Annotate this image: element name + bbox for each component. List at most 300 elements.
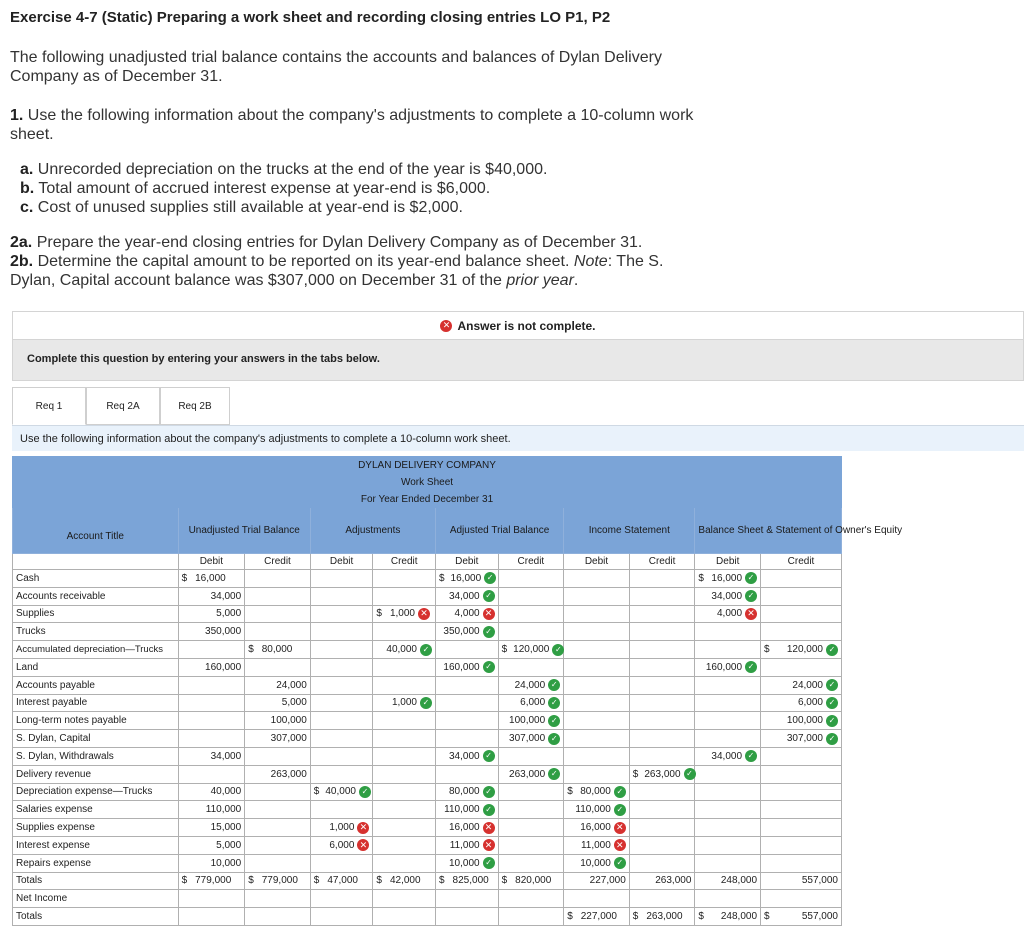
amount-cell[interactable]	[564, 587, 630, 605]
amount-cell[interactable]	[435, 587, 498, 605]
amount-cell[interactable]	[245, 587, 311, 605]
amount-cell[interactable]	[245, 605, 311, 623]
amount-value: 80,000	[261, 644, 293, 656]
check-icon: ✓	[826, 733, 838, 745]
amount-value: 263,000	[646, 911, 683, 923]
amount-cell[interactable]	[629, 676, 695, 694]
amount-wrapper	[182, 662, 242, 673]
amount-wrapper	[567, 911, 626, 922]
amount-cell[interactable]	[629, 641, 695, 659]
amount-cell[interactable]	[373, 854, 436, 872]
amount-wrapper	[439, 608, 495, 620]
amount-cell[interactable]	[245, 730, 311, 748]
amount-cell[interactable]	[498, 712, 564, 730]
amount-cell[interactable]	[761, 801, 842, 819]
amount-cell[interactable]	[629, 570, 695, 588]
amount-cell[interactable]	[245, 872, 311, 890]
amount-group	[282, 697, 307, 708]
amount-cell[interactable]	[564, 641, 630, 659]
amount-group	[515, 679, 561, 691]
amount-cell[interactable]	[373, 676, 436, 694]
amount-cell[interactable]	[695, 836, 761, 854]
amount-cell[interactable]	[498, 730, 564, 748]
amount-cell[interactable]	[373, 836, 436, 854]
amount-cell[interactable]	[310, 836, 373, 854]
tab-req-1[interactable]	[12, 387, 86, 425]
amount-wrapper	[502, 679, 561, 691]
amount-cell[interactable]	[373, 658, 436, 676]
amount-cell[interactable]	[629, 836, 695, 854]
amount-cell[interactable]	[695, 819, 761, 837]
amount-cell[interactable]	[761, 658, 842, 676]
amount-group	[581, 839, 626, 851]
amount-cell[interactable]	[245, 908, 311, 926]
account-title-cell: Accumulated depreciation—Trucks	[13, 641, 179, 659]
amount-cell[interactable]	[695, 712, 761, 730]
amount-group	[329, 839, 369, 851]
amount-cell[interactable]	[310, 783, 373, 801]
amount-cell[interactable]	[245, 819, 311, 837]
amount-cell[interactable]	[310, 570, 373, 588]
amount-cell[interactable]	[310, 747, 373, 765]
amount-cell[interactable]	[178, 819, 245, 837]
amount-cell[interactable]	[564, 605, 630, 623]
amount-value: 34,000	[448, 750, 480, 762]
amount-cell[interactable]	[435, 783, 498, 801]
question-2b-number: 2b.	[10, 253, 34, 270]
amount-cell[interactable]	[761, 747, 842, 765]
error-icon: ✕	[614, 822, 626, 834]
amount-value: 350,000	[205, 626, 242, 638]
amount-cell[interactable]	[245, 658, 311, 676]
dollar-sign: $	[698, 911, 704, 923]
amount-cell[interactable]	[310, 641, 373, 659]
amount-group	[449, 857, 495, 869]
amount-wrapper	[764, 715, 838, 727]
amount-wrapper	[698, 590, 757, 602]
dollar-sign: $	[567, 911, 573, 923]
amount-group	[262, 644, 293, 655]
amount-cell[interactable]	[695, 872, 761, 890]
amount-group	[211, 751, 242, 762]
amount-cell[interactable]	[629, 908, 695, 926]
amount-cell[interactable]	[245, 694, 311, 712]
amount-cell[interactable]	[498, 890, 564, 908]
amount-cell[interactable]	[695, 694, 761, 712]
amount-cell[interactable]	[435, 836, 498, 854]
amount-cell[interactable]	[245, 765, 311, 783]
amount-cell[interactable]	[435, 765, 498, 783]
amount-cell[interactable]	[178, 694, 245, 712]
adjustment-b-text: Total amount of accrued interest expense at year-end is $6,000.	[34, 180, 491, 197]
amount-cell[interactable]	[629, 623, 695, 641]
amount-cell[interactable]	[373, 712, 436, 730]
amount-value: 160,000	[443, 661, 480, 673]
amount-cell[interactable]	[435, 694, 498, 712]
account-title-cell: Salaries expense	[13, 801, 179, 819]
amount-cell[interactable]	[695, 587, 761, 605]
amount-cell[interactable]	[435, 641, 498, 659]
amount-cell[interactable]	[564, 765, 630, 783]
amount-cell[interactable]	[564, 890, 630, 908]
amount-cell[interactable]	[629, 712, 695, 730]
amount-cell[interactable]	[373, 783, 436, 801]
amount-cell[interactable]	[695, 908, 761, 926]
amount-cell[interactable]	[373, 641, 436, 659]
amount-value: 779,000	[261, 875, 298, 887]
amount-value: 16,000	[711, 572, 743, 584]
amount-group	[211, 858, 242, 869]
amount-cell[interactable]	[761, 623, 842, 641]
amount-wrapper	[439, 839, 495, 851]
dollar-sign: $	[438, 572, 445, 584]
amount-cell[interactable]	[178, 658, 245, 676]
amount-cell[interactable]	[498, 819, 564, 837]
amount-cell[interactable]	[498, 801, 564, 819]
amount-cell[interactable]	[245, 890, 311, 908]
amount-cell[interactable]	[310, 890, 373, 908]
amount-cell[interactable]	[245, 747, 311, 765]
amount-group	[580, 822, 626, 834]
amount-cell[interactable]	[245, 783, 311, 801]
amount-cell[interactable]	[498, 694, 564, 712]
amount-cell[interactable]	[373, 605, 436, 623]
amount-cell[interactable]	[310, 676, 373, 694]
dollar-sign: $	[567, 786, 573, 798]
amount-cell[interactable]	[564, 872, 630, 890]
check-icon: ✓	[483, 786, 495, 798]
amount-cell[interactable]	[373, 747, 436, 765]
amount-cell[interactable]	[564, 658, 630, 676]
amount-cell[interactable]	[695, 801, 761, 819]
amount-cell[interactable]	[761, 641, 842, 659]
amount-cell[interactable]	[629, 801, 695, 819]
amount-cell[interactable]	[761, 676, 842, 694]
error-icon: ✕	[440, 320, 452, 332]
amount-wrapper	[567, 786, 626, 798]
subheader-credit: Credit	[498, 554, 564, 570]
amount-cell[interactable]	[245, 712, 311, 730]
amount-value: 820,000	[515, 875, 552, 887]
amount-cell[interactable]	[310, 908, 373, 926]
amount-cell[interactable]	[178, 783, 245, 801]
amount-cell[interactable]	[564, 854, 630, 872]
error-icon: ✕	[357, 822, 369, 834]
question-2a-number: 2a.	[10, 234, 33, 251]
amount-group	[271, 715, 307, 726]
amount-cell[interactable]	[629, 605, 695, 623]
amount-cell[interactable]	[178, 676, 245, 694]
amount-cell[interactable]	[435, 854, 498, 872]
amount-cell[interactable]	[564, 570, 630, 588]
amount-cell[interactable]	[695, 570, 761, 588]
adjustment-c-text: Cost of unused supplies still available at year-end is $2,000.	[33, 199, 463, 216]
amount-cell[interactable]	[178, 641, 245, 659]
amount-cell[interactable]	[761, 890, 842, 908]
amount-value: 40,000	[210, 786, 242, 798]
amount-value: 10,000	[580, 857, 611, 869]
amount-cell[interactable]	[498, 747, 564, 765]
amount-cell[interactable]	[373, 570, 436, 588]
amount-cell[interactable]	[178, 587, 245, 605]
amount-cell[interactable]	[178, 623, 245, 641]
amount-value: 47,000	[327, 875, 358, 887]
amount-cell[interactable]	[498, 658, 564, 676]
amount-cell[interactable]	[695, 890, 761, 908]
amount-cell[interactable]	[178, 872, 245, 890]
dollar-sign: $	[313, 786, 320, 798]
amount-cell[interactable]	[695, 765, 761, 783]
amount-cell[interactable]	[629, 872, 695, 890]
check-icon: ✓	[548, 697, 560, 709]
amount-wrapper	[182, 573, 242, 584]
amount-cell[interactable]	[564, 908, 630, 926]
amount-cell[interactable]	[373, 623, 436, 641]
amount-cell[interactable]	[373, 730, 436, 748]
question-2b-prior: prior year	[506, 272, 574, 289]
amount-cell[interactable]	[310, 623, 373, 641]
amount-cell[interactable]	[178, 836, 245, 854]
amount-cell[interactable]	[695, 623, 761, 641]
amount-cell[interactable]	[629, 765, 695, 783]
amount-cell[interactable]	[761, 570, 842, 588]
dollar-sign: $	[501, 644, 508, 656]
amount-cell[interactable]	[373, 872, 436, 890]
account-title-cell: Totals	[13, 872, 179, 890]
amount-cell[interactable]	[435, 605, 498, 623]
check-icon: ✓	[745, 750, 757, 762]
amount-cell[interactable]	[245, 854, 311, 872]
amount-cell[interactable]	[310, 819, 373, 837]
amount-cell[interactable]	[761, 783, 842, 801]
amount-group	[787, 644, 838, 656]
amount-cell[interactable]	[695, 854, 761, 872]
dollar-sign: $	[313, 875, 320, 887]
amount-cell[interactable]	[178, 747, 245, 765]
amount-cell[interactable]	[761, 712, 842, 730]
amount-cell[interactable]	[629, 783, 695, 801]
amount-cell[interactable]	[761, 765, 842, 783]
error-icon: ✕	[418, 608, 430, 620]
amount-group	[216, 608, 241, 619]
amount-cell[interactable]	[435, 819, 498, 837]
amount-cell[interactable]	[498, 783, 564, 801]
amount-cell[interactable]	[373, 765, 436, 783]
amount-cell[interactable]	[629, 854, 695, 872]
amount-group	[717, 608, 757, 620]
amount-cell[interactable]	[178, 712, 245, 730]
amount-cell[interactable]	[498, 908, 564, 926]
amount-cell[interactable]	[178, 570, 245, 588]
amount-cell[interactable]	[373, 587, 436, 605]
amount-cell[interactable]	[564, 801, 630, 819]
amount-cell[interactable]	[498, 836, 564, 854]
amount-value: 100,000	[270, 715, 307, 727]
amount-cell[interactable]	[178, 908, 245, 926]
amount-wrapper	[764, 644, 838, 656]
amount-group	[787, 733, 838, 745]
amount-group	[392, 697, 432, 709]
amount-cell[interactable]	[564, 783, 630, 801]
amount-cell[interactable]	[498, 570, 564, 588]
amount-wrapper	[182, 608, 242, 619]
amount-wrapper	[502, 768, 561, 780]
amount-cell[interactable]	[761, 819, 842, 837]
amount-cell[interactable]	[498, 676, 564, 694]
amount-cell[interactable]	[435, 801, 498, 819]
amount-value: 227,000	[589, 875, 626, 887]
amount-cell[interactable]	[435, 908, 498, 926]
amount-value: 307,000	[509, 733, 546, 745]
amount-cell[interactable]	[178, 765, 245, 783]
amount-cell[interactable]	[498, 587, 564, 605]
amount-cell[interactable]	[761, 854, 842, 872]
amount-cell[interactable]	[498, 765, 564, 783]
amount-cell[interactable]	[564, 819, 630, 837]
amount-value: 34,000	[711, 590, 743, 602]
amount-cell[interactable]	[435, 623, 498, 641]
question-1-number: 1.	[10, 107, 24, 124]
amount-cell[interactable]	[761, 694, 842, 712]
amount-group	[325, 786, 371, 798]
amount-cell[interactable]	[629, 658, 695, 676]
amount-cell[interactable]	[761, 872, 842, 890]
amount-group	[276, 680, 307, 691]
amount-cell[interactable]	[629, 890, 695, 908]
amount-cell[interactable]	[310, 712, 373, 730]
amount-cell[interactable]	[629, 730, 695, 748]
amount-cell[interactable]	[435, 712, 498, 730]
amount-cell[interactable]	[178, 854, 245, 872]
amount-cell[interactable]	[761, 908, 842, 926]
amount-cell[interactable]	[498, 623, 564, 641]
amount-cell[interactable]	[178, 730, 245, 748]
amount-cell[interactable]	[564, 712, 630, 730]
amount-value: 4,000	[454, 608, 480, 620]
amount-cell[interactable]	[695, 783, 761, 801]
dollar-sign: $	[632, 911, 639, 923]
amount-cell[interactable]	[245, 641, 311, 659]
amount-cell[interactable]	[629, 694, 695, 712]
amount-cell[interactable]	[245, 623, 311, 641]
amount-cell[interactable]	[310, 658, 373, 676]
amount-cell[interactable]	[373, 801, 436, 819]
amount-cell[interactable]	[435, 872, 498, 890]
amount-value: 24,000	[792, 679, 823, 691]
question-2b-end: .	[573, 272, 579, 289]
amount-cell[interactable]	[695, 676, 761, 694]
amount-cell[interactable]	[310, 872, 373, 890]
amount-cell[interactable]	[629, 587, 695, 605]
amount-cell[interactable]	[373, 908, 436, 926]
amount-cell[interactable]	[629, 819, 695, 837]
amount-cell[interactable]	[564, 836, 630, 854]
table-row	[13, 587, 842, 605]
amount-cell[interactable]	[310, 694, 373, 712]
amount-cell[interactable]	[178, 605, 245, 623]
amount-cell[interactable]	[310, 587, 373, 605]
amount-cell[interactable]	[695, 747, 761, 765]
amount-cell[interactable]	[695, 605, 761, 623]
amount-cell[interactable]	[498, 872, 564, 890]
amount-cell[interactable]	[435, 676, 498, 694]
table-row	[13, 694, 842, 712]
check-icon: ✓	[826, 644, 838, 656]
check-icon: ✓	[483, 590, 495, 602]
subheader-credit: Credit	[245, 554, 311, 570]
amount-cell[interactable]	[373, 819, 436, 837]
amount-cell[interactable]	[564, 676, 630, 694]
amount-cell[interactable]	[761, 587, 842, 605]
amount-cell[interactable]	[761, 730, 842, 748]
amount-cell[interactable]	[373, 890, 436, 908]
amount-cell[interactable]	[498, 641, 564, 659]
amount-cell[interactable]	[564, 694, 630, 712]
amount-value: 24,000	[514, 679, 546, 691]
amount-value: 307,000	[270, 733, 307, 745]
worksheet-company: DYLAN DELIVERY COMPANY	[13, 457, 842, 474]
amount-value: 15,000	[210, 822, 242, 834]
question-2a	[10, 233, 730, 252]
amount-cell[interactable]	[498, 605, 564, 623]
amount-cell[interactable]	[310, 765, 373, 783]
table-row	[13, 747, 842, 765]
amount-group	[711, 750, 757, 762]
amount-cell[interactable]	[695, 641, 761, 659]
group-adjustments: Adjustments	[310, 508, 435, 554]
amount-cell[interactable]	[564, 730, 630, 748]
amount-value: 42,000	[389, 875, 421, 887]
amount-cell[interactable]	[178, 890, 245, 908]
question-2b-note-text: : The S. Dylan, Capital account balance was $307,000 on December 31 of the	[10, 253, 664, 289]
amount-cell[interactable]	[435, 747, 498, 765]
amount-cell[interactable]	[498, 854, 564, 872]
amount-cell[interactable]	[245, 836, 311, 854]
tab-req-2b[interactable]	[160, 387, 230, 425]
amount-group	[195, 875, 231, 886]
amount-cell[interactable]	[178, 801, 245, 819]
amount-cell[interactable]	[245, 801, 311, 819]
amount-cell[interactable]	[310, 730, 373, 748]
amount-cell[interactable]	[435, 730, 498, 748]
check-icon: ✓	[483, 804, 495, 816]
amount-cell[interactable]	[564, 623, 630, 641]
exercise-title: Exercise 4-7 (Static) Preparing a work sheet and recording closing entries LO P1, P2	[10, 9, 611, 26]
amount-cell[interactable]	[564, 747, 630, 765]
amount-cell[interactable]	[310, 605, 373, 623]
amount-cell[interactable]	[310, 854, 373, 872]
amount-cell[interactable]	[695, 658, 761, 676]
account-title-cell: Interest payable	[13, 694, 179, 712]
amount-group	[205, 626, 241, 637]
amount-wrapper	[698, 875, 757, 886]
amount-cell[interactable]	[435, 658, 498, 676]
amount-cell[interactable]	[373, 694, 436, 712]
amount-cell[interactable]	[761, 605, 842, 623]
amount-cell[interactable]	[435, 890, 498, 908]
amount-cell[interactable]	[695, 730, 761, 748]
amount-cell[interactable]	[245, 570, 311, 588]
check-icon: ✓	[745, 572, 757, 584]
amount-cell[interactable]	[761, 836, 842, 854]
amount-cell[interactable]	[435, 570, 498, 588]
amount-cell[interactable]	[310, 801, 373, 819]
amount-cell[interactable]	[629, 747, 695, 765]
tab-req-2a[interactable]	[86, 387, 160, 425]
amount-cell[interactable]	[245, 676, 311, 694]
amount-group	[644, 768, 695, 780]
amount-wrapper	[567, 875, 626, 886]
